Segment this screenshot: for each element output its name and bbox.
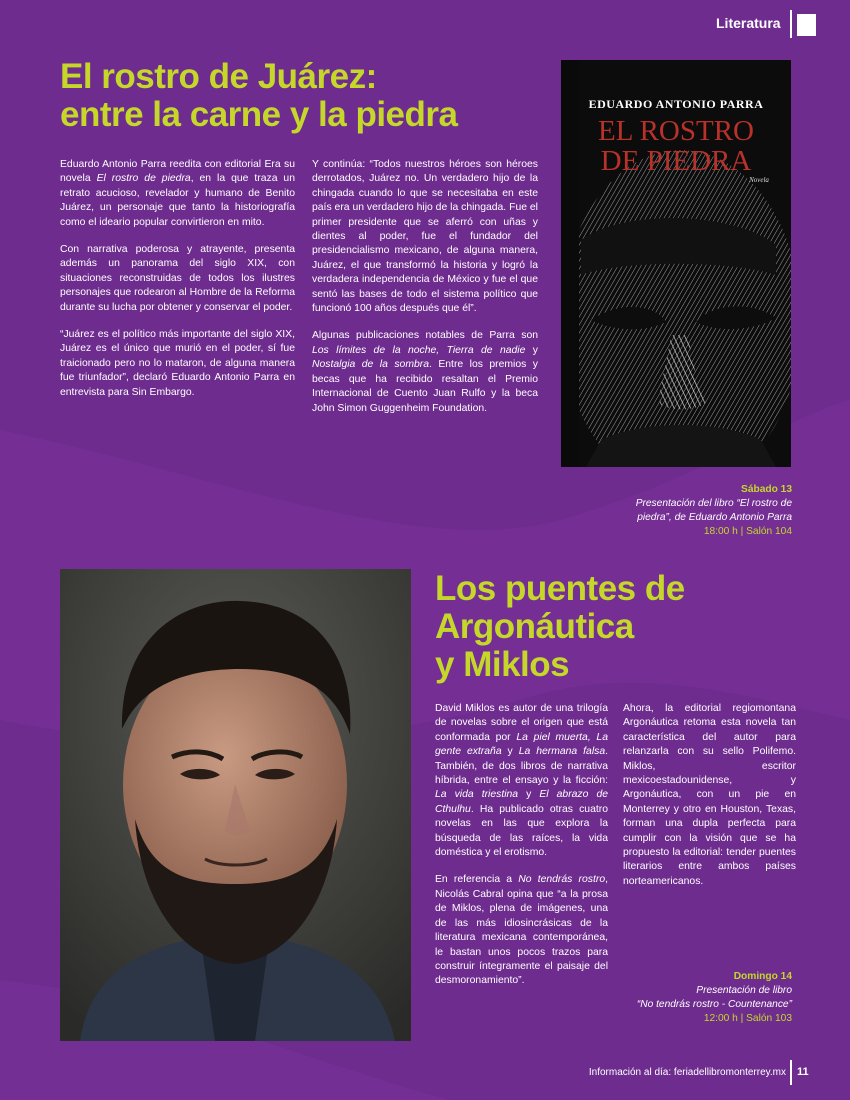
text-run: David Miklos es autor de una trilogía de novelas sobre el origen que está conformada por: [435, 703, 608, 743]
article1-column1: [60, 158, 295, 413]
text-run: y: [525, 344, 538, 356]
footer-divider: [790, 1060, 792, 1085]
article1-title-line: entre la carne y la piedra: [60, 95, 458, 134]
event-day: Sábado 13: [741, 484, 792, 495]
text-run: . Entre los premios y becas que ha recibido resaltan el Premio Internacional de Cuento Juan Rulfo y la beca John Simon Guggenheim Foundation.: [312, 359, 538, 414]
event-time: 18:00 h | Salón 104: [703, 526, 792, 537]
text-run: Eduardo Antonio Parra reedita con editorial Era su novela: [60, 159, 295, 185]
paragraph: [60, 243, 295, 315]
article2-title-line: Argonáutica: [435, 607, 634, 646]
section-label: Literatura: [716, 15, 781, 31]
article2-title-line: Los puentes de: [435, 569, 685, 608]
article2-column2: [623, 702, 796, 902]
paragraph: [623, 702, 796, 889]
italic-text: La piel muerta, La gente extraña: [435, 731, 608, 758]
text-run: Algunas publicaciones notables de Parra son: [312, 330, 538, 342]
event-description: Presentación del libro “El rostro de: [635, 498, 792, 509]
italic-text: No tendrás rostro: [518, 874, 606, 886]
text-run: y: [518, 789, 540, 801]
article1-column2: [312, 158, 538, 429]
book-title-line: DE PIEDRA: [600, 145, 752, 177]
text-run: Con narrativa poderosa y atrayente, presenta además un panorama del siglo XIX, con situaciones reconstruidas de todos los ilustres personajes que rodearon al Hombre de la Reforma durante su lucha por obtener y conservar el poder.: [60, 244, 295, 313]
article1-title-line: El rostro de Juárez:: [60, 57, 377, 96]
article2-title-line: y Miklos: [435, 645, 570, 684]
event-day: Domingo 14: [733, 971, 792, 982]
author-portrait: [60, 569, 411, 1041]
event-description: piedra”, de Eduardo Antonio Parra: [637, 512, 792, 523]
page-number: 11: [797, 1066, 809, 1078]
footer-link[interactable]: Información al día: feriadellibromonterrey.mx: [588, 1067, 786, 1078]
article1-title: [60, 58, 457, 134]
italic-text: La vida triestina: [435, 789, 519, 801]
text-run: Ahora, la editorial regiomontana Argonáutica retoma esta novela tan característica del autor para relanzarla con su sello Polifemo. Miklos, escritor mexicoestadounidense, y Argonáutica, con un pie en Monterrey y otro en Houston, Texas, forman una dupla perfecta para cumplir con la visión que se ha propuesto la editorial: tender puentes literarios entre ambos países norteamericanos.: [623, 703, 796, 887]
text-run: , Nicolás Cabral opina que “a la prosa de Miklos, plena de imágenes, una de las más idiosincrásicas de la literatura mexicana contemporánea, le bastan unos pocos trazos para construir íntegramente el paisaje del desmoronamiento”.: [435, 874, 609, 987]
italic-text: El abrazo de Cthulhu: [435, 789, 608, 815]
italic-text: El rostro de piedra: [96, 173, 191, 185]
event-description: “No tendrás rostro - Countenance”: [636, 999, 792, 1010]
article2-title: [435, 570, 685, 684]
text-run: En referencia a: [435, 874, 519, 886]
book-subtitle: Novela: [749, 176, 769, 184]
paragraph: [312, 329, 538, 415]
event-time: 12:00 h | Salón 103: [703, 1013, 792, 1024]
book-title-line: EL ROSTRO: [597, 115, 755, 147]
event-description: Presentación de libro: [696, 985, 792, 996]
paragraph: [435, 702, 608, 860]
text-run: Y continúa: “Todos nuestros héroes son héroes derrotados, Juárez no. Un verdadero hijo de la chingada cuando lo que se necesitaba en este país era un verdadero hijo de la chingada. Fue el primer presidente que se aferró con uñas y dientes al poder, fue el fundador del presidencialismo mexicano, de alguna manera, Juárez, el que transformó la historia y logró la verdadera independencia de México y fue el que sentó las bases de todo el sistema político que funcionó 100 años después que él”.: [312, 159, 538, 315]
text-run: “Juárez es el político más importante del siglo XIX, Juárez es el único que murió en el poder, sí fue traicionado pero no lo mataron, de alguna manera fue triunfador”, declaró Eduardo Antonio Parra en entrevista para Sin Embargo.: [60, 329, 295, 398]
italic-text: Nostalgia de la sombra: [312, 359, 429, 371]
article2-column1: [435, 702, 608, 1002]
paragraph: [60, 328, 295, 400]
italic-text: Los límites de la noche, Tierra de nadie: [312, 344, 526, 356]
event-info: [560, 970, 792, 1026]
paragraph: [60, 158, 295, 230]
header-square: [797, 14, 816, 36]
book-author: EDUARDO ANTONIO PARRA: [588, 97, 764, 111]
header-divider: [790, 10, 792, 38]
text-run: , en la que traza un retrato acucioso, revelador y humano de Benito Juárez, un personaje que tanto la historiografía como el ideario popular convirtieron en mito.: [60, 173, 295, 228]
text-run: . Ha publicado otras cuatro novelas en las que explora la búsqueda de las raíces, la vida doméstica y el erotismo.: [435, 803, 608, 859]
paragraph: [312, 158, 538, 316]
text-run: y: [501, 746, 519, 758]
italic-text: La hermana falsa: [518, 746, 606, 758]
text-run: . También, de dos libros de narrativa híbrida, entre el ensayo y la ficción:: [435, 746, 608, 787]
event-info: [560, 483, 792, 539]
book-cover: [561, 60, 791, 467]
